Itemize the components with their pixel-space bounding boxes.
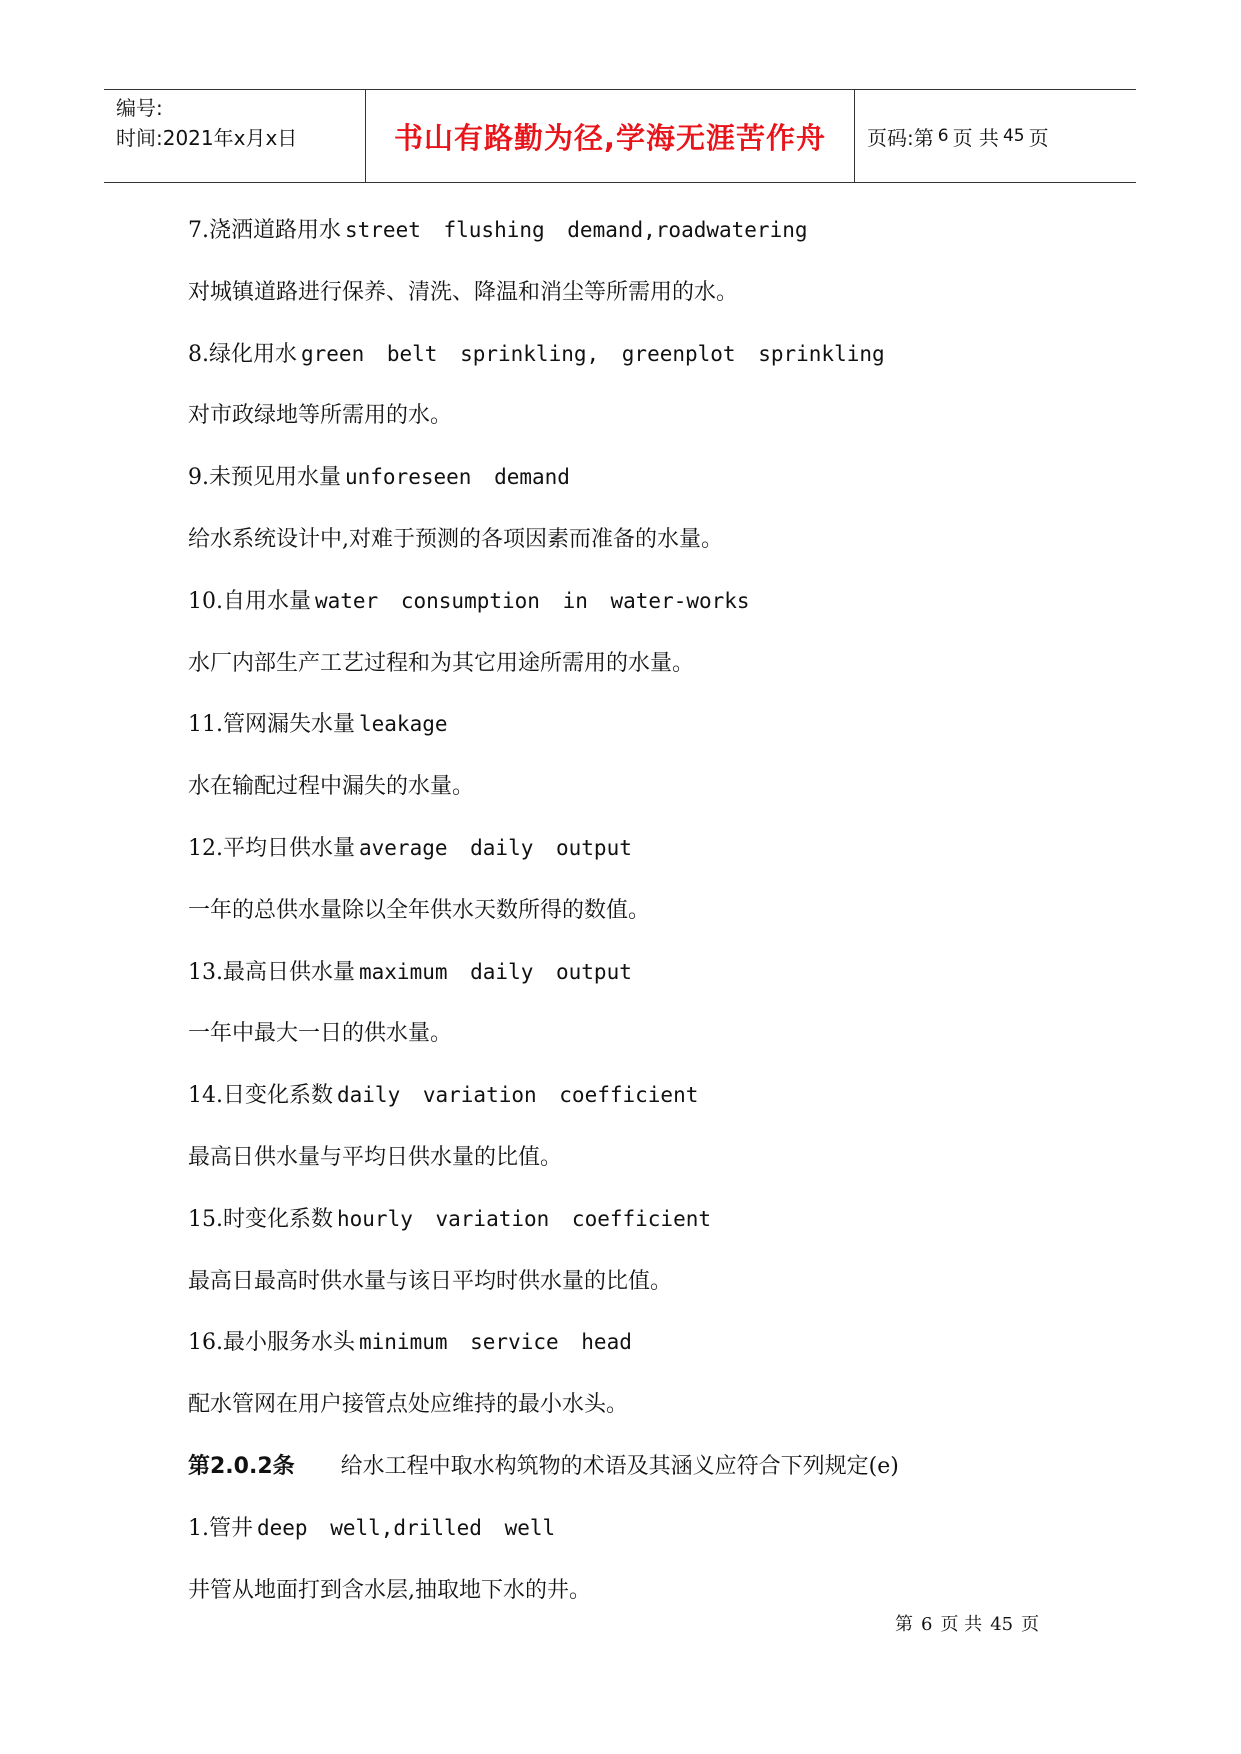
page-header	[104, 89, 1136, 183]
term-cn: 16.最小服务水头	[188, 1330, 355, 1356]
header-motto: 书山有路勤为径,学海无涯苦作舟	[393, 120, 827, 155]
term-line	[188, 200, 1088, 262]
footer-page-total: 45	[990, 1614, 1014, 1635]
term-line	[188, 1312, 1088, 1374]
definition-line: 给水系统设计中,对难于预测的各项因素而准备的水量。	[188, 526, 723, 552]
term-en: leakage	[359, 712, 448, 737]
term-cn: 12.平均日供水量	[188, 835, 355, 861]
term-cn: 14.日变化系数	[188, 1083, 333, 1109]
header-page-mid: 页 共	[952, 125, 999, 150]
footer-mid: 页 共	[940, 1614, 983, 1635]
header-motto-cell	[366, 90, 855, 182]
term-cn: 7.浇洒道路用水	[188, 218, 341, 243]
term-en: maximum daily output	[359, 959, 632, 984]
clause-label: 第2.0.2条	[188, 1453, 295, 1479]
document-number-label: 编号:	[116, 96, 163, 120]
definition-line: 一年中最大一日的供水量。	[188, 1021, 453, 1047]
term-line	[188, 942, 1088, 1004]
header-page-prefix: 页码:第	[867, 125, 934, 150]
clause-line	[188, 1436, 1088, 1498]
term-en: deep well,drilled well	[257, 1515, 556, 1540]
term-line	[188, 324, 1088, 386]
page-footer	[895, 1610, 1047, 1636]
term-en: unforeseen demand	[345, 465, 570, 490]
header-page-suffix: 页	[1028, 125, 1049, 150]
footer-suffix: 页	[1021, 1614, 1040, 1635]
term-line	[188, 1189, 1088, 1251]
term-cn: 10.自用水量	[188, 588, 311, 614]
term-cn: 8.绿化用水	[188, 341, 297, 367]
term-line	[188, 1498, 1088, 1560]
definition-line: 最高日最高时供水量与该日平均时供水量的比值。	[188, 1268, 673, 1294]
definition-line: 井管从地面打到含水层,抽取地下水的井。	[188, 1577, 591, 1603]
term-en: daily variation coefficient	[337, 1083, 699, 1108]
document-time-label: 时间:2021年x月x日	[116, 126, 298, 150]
term-line	[188, 571, 1088, 633]
definition-line: 对城镇道路进行保养、清洗、降温和消尘等所需用的水。	[188, 279, 739, 305]
footer-page-number: 6	[921, 1614, 933, 1635]
header-info-cell	[104, 90, 366, 182]
header-page-number: 6	[937, 126, 949, 146]
term-cn: 1.管井	[188, 1515, 253, 1541]
term-cn: 15.时变化系数	[188, 1206, 333, 1232]
term-en: green belt sprinkling, greenplot sprinkling	[301, 341, 885, 366]
definition-line: 一年的总供水量除以全年供水天数所得的数值。	[188, 897, 651, 923]
term-line	[188, 447, 1088, 509]
term-cn: 11.管网漏失水量	[188, 712, 355, 738]
definition-line: 最高日供水量与平均日供水量的比值。	[188, 1144, 563, 1170]
term-en: hourly variation coefficient	[337, 1206, 712, 1231]
term-line	[188, 1065, 1088, 1127]
term-line	[188, 694, 1088, 756]
footer-prefix: 第	[895, 1614, 913, 1635]
definition-line: 对市政绿地等所需用的水。	[188, 403, 453, 429]
term-cn: 13.最高日供水量	[188, 959, 355, 985]
definition-line: 配水管网在用户接管点处应维持的最小水头。	[188, 1392, 629, 1418]
term-en: water consumption in water-works	[315, 588, 750, 613]
definition-line: 水厂内部生产工艺过程和为其它用途所需用的水量。	[188, 650, 695, 676]
definition-line: 水在输配过程中漏失的水量。	[188, 774, 475, 800]
header-page-total: 45	[1002, 126, 1025, 146]
term-en: minimum service head	[359, 1330, 632, 1355]
header-page-cell	[855, 90, 1136, 182]
term-cn: 9.未预见用水量	[188, 465, 341, 491]
term-en: street flushing demand,roadwatering	[345, 218, 808, 242]
clause-text: 给水工程中取水构筑物的术语及其涵义应符合下列规定(e)	[340, 1453, 899, 1479]
term-line	[188, 818, 1088, 880]
term-en: average daily output	[359, 835, 632, 860]
document-body	[188, 200, 1088, 1621]
